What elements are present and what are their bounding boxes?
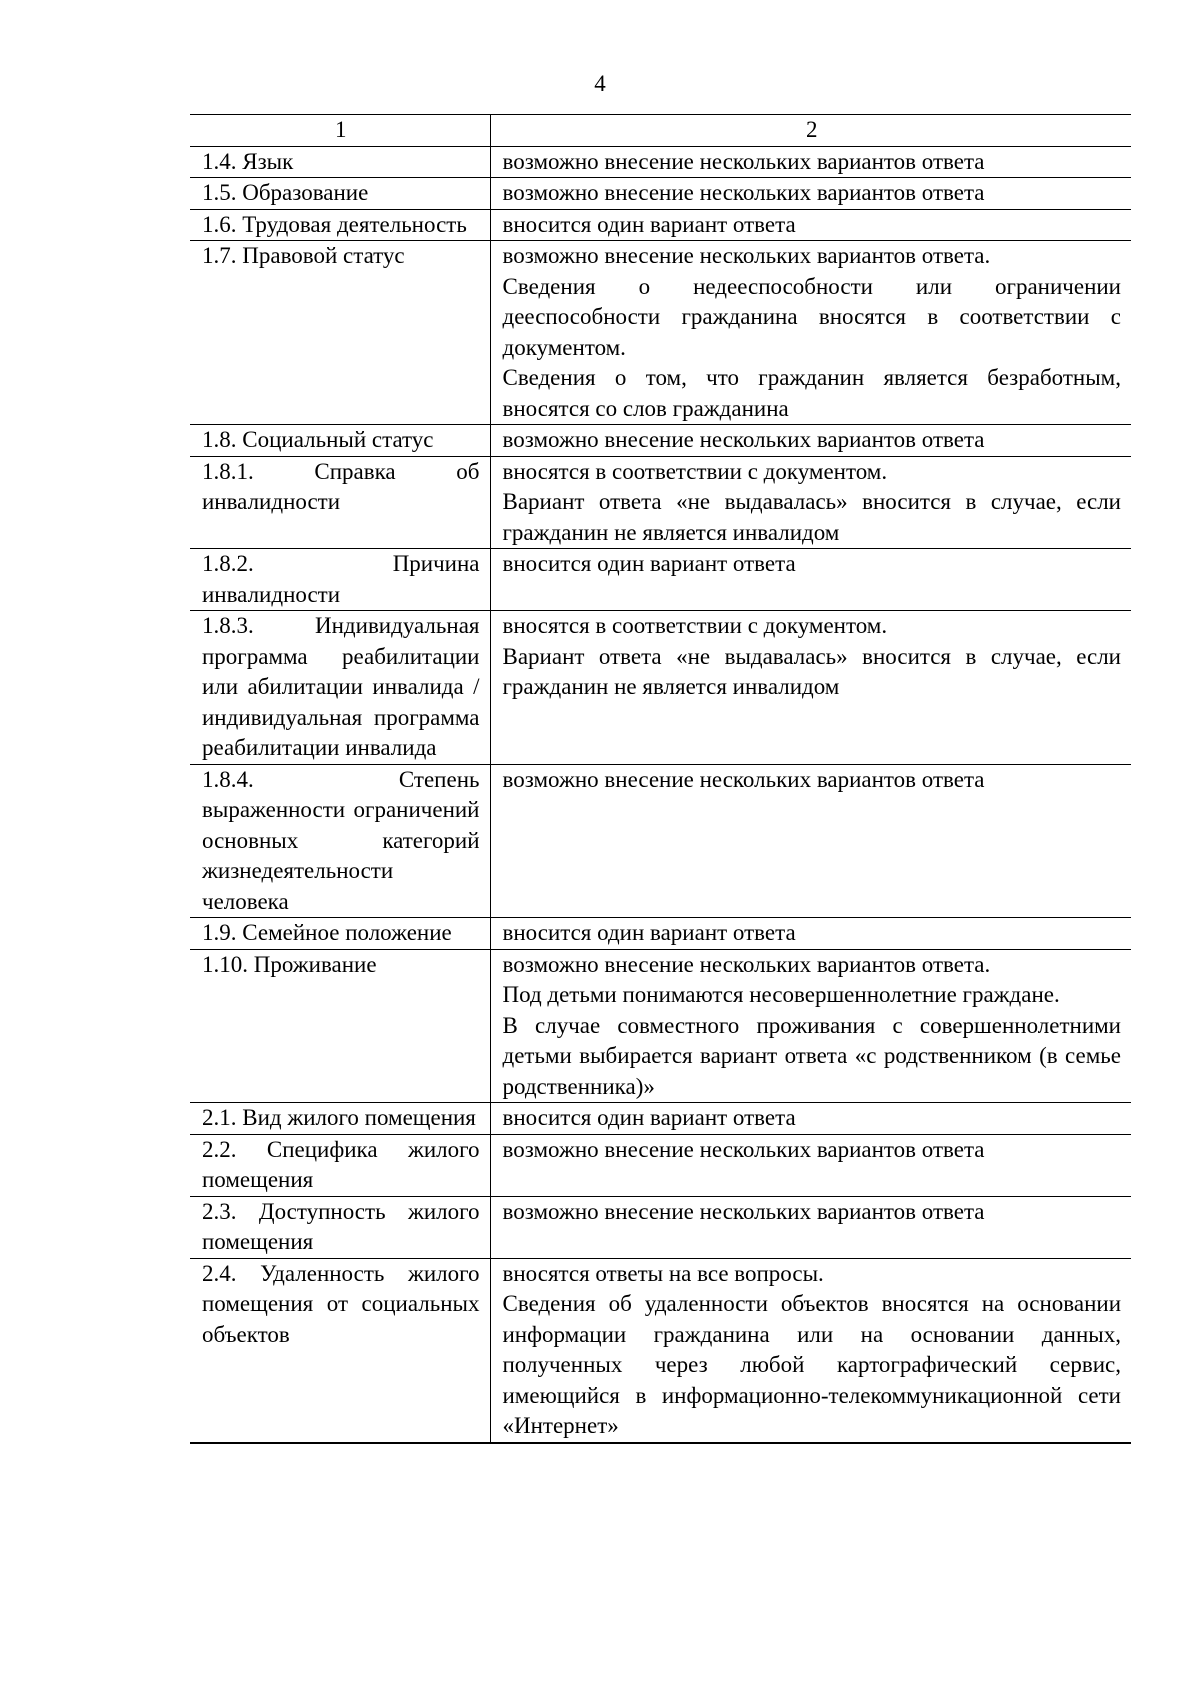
row-name: 1.8.2. Причина инвалидности (190, 549, 490, 611)
table-row (190, 918, 1131, 950)
description-paragraph: возможно внесение нескольких вариантов ответа (502, 1198, 985, 1224)
table-row (190, 549, 1131, 611)
row-description (490, 209, 1131, 241)
row-description (490, 456, 1131, 549)
row-description (490, 241, 1131, 425)
description-paragraph: возможно внесение нескольких вариантов ответа. (502, 243, 991, 268)
row-description (490, 549, 1131, 611)
row-name: 2.3. Доступность жилого помещения (190, 1196, 490, 1258)
table-row (190, 425, 1131, 457)
row-description (490, 918, 1131, 950)
row-name: 1.8.3. Индивидуальная программа реабилитации или абилитации инвалида / индивидуальная программа реабилитации инвалида (190, 611, 490, 765)
row-description (490, 611, 1131, 765)
description-paragraph: вносятся в соответствии с документом. (502, 613, 888, 638)
table-row (190, 1196, 1131, 1258)
row-name: 2.4. Удаленность жилого помещения от социальных объектов (190, 1258, 490, 1443)
row-name: 1.8.1. Справка об инвалидности (190, 456, 490, 549)
description-paragraph: вносятся в соответствии с документом. (502, 458, 888, 484)
description-paragraph: возможно внесение нескольких вариантов ответа (502, 180, 985, 205)
table-row (190, 1103, 1131, 1135)
row-name: 1.8.4. Степень выраженности ограничений основных категорий жизнедеятельности человека (190, 764, 490, 918)
table-row (190, 178, 1131, 210)
row-description (490, 764, 1131, 918)
row-name: 2.2. Специфика жилого помещения (190, 1134, 490, 1196)
column-header-2: 2 (490, 115, 1131, 147)
row-description (490, 425, 1131, 457)
table-row (190, 209, 1131, 241)
description-paragraph: Вариант ответа «не выдавалась» вносится в случае, если гражданин не является инвалидом (502, 489, 1121, 545)
table-row (190, 456, 1131, 549)
row-description (490, 1258, 1131, 1443)
document-table (190, 114, 1131, 1444)
description-paragraph: Сведения о том, что гражданин является безработным, вносятся со слов гражданина (502, 365, 1121, 421)
description-paragraph: Сведения о недееспособности или ограничении дееспособности гражданина вносятся в соответствии с документом. (502, 273, 1121, 360)
row-description (490, 146, 1131, 178)
description-paragraph: вносятся ответы на все вопросы. (502, 1260, 824, 1286)
row-name: 1.5. Образование (190, 178, 490, 210)
description-paragraph: Под детьми понимаются несовершеннолетние граждане. (502, 982, 1060, 1007)
table-row (190, 764, 1131, 918)
row-name: 1.10. Проживание (190, 949, 490, 1103)
row-name: 1.8. Социальный статус (190, 425, 490, 457)
description-paragraph: вносится один вариант ответа (502, 551, 796, 576)
description-paragraph: Вариант ответа «не выдавалась» вносится в случае, если гражданин не является инвалидом (502, 643, 1121, 699)
table-row (190, 1134, 1131, 1196)
description-paragraph: возможно внесение нескольких вариантов ответа (502, 1136, 985, 1162)
description-paragraph: вносится один вариант ответа (502, 211, 796, 237)
table-row (190, 241, 1131, 425)
description-paragraph: возможно внесение нескольких вариантов ответа (502, 148, 985, 174)
description-paragraph: возможно внесение нескольких вариантов ответа (502, 427, 985, 452)
page-number: 4 (594, 71, 606, 96)
row-name: 1.7. Правовой статус (190, 241, 490, 425)
row-description (490, 1134, 1131, 1196)
table-row (190, 611, 1131, 765)
table-row (190, 949, 1131, 1103)
row-name: 2.1. Вид жилого помещения (190, 1103, 490, 1135)
table-header-row (190, 115, 1131, 147)
table-row (190, 1258, 1131, 1443)
row-description (490, 949, 1131, 1103)
description-paragraph: вносится один вариант ответа (502, 1105, 796, 1130)
description-paragraph: В случае совместного проживания с совершеннолетними детьми выбирается вариант ответа «с родственником (в семье родственника)» (502, 1012, 1121, 1099)
description-paragraph: Сведения об удаленности объектов вносятся на основании информации гражданина или на основании данных, полученных через любой картографический сервис, имеющийся в информационно-телекоммуникационной сети «Интернет» (502, 1291, 1121, 1438)
table-row (190, 146, 1131, 178)
row-name: 1.9. Семейное положение (190, 918, 490, 950)
row-name: 1.4. Язык (190, 146, 490, 178)
description-paragraph: вносится один вариант ответа (502, 920, 796, 945)
column-header-1: 1 (190, 115, 490, 147)
row-description (490, 178, 1131, 210)
row-description (490, 1103, 1131, 1135)
row-description (490, 1196, 1131, 1258)
description-paragraph: возможно внесение нескольких вариантов ответа (502, 766, 985, 792)
description-paragraph: возможно внесение нескольких вариантов ответа. (502, 951, 991, 977)
row-name: 1.6. Трудовая деятельность (190, 209, 490, 241)
